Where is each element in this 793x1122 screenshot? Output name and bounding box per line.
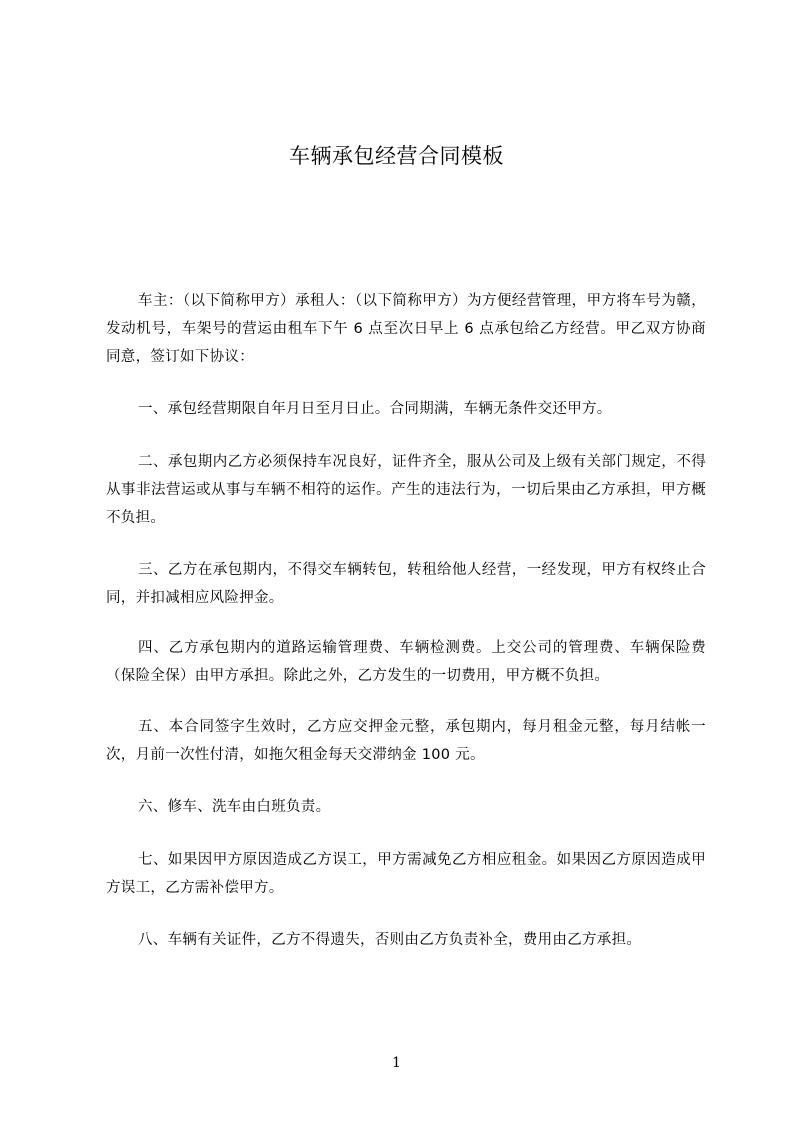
clause-4: 四、乙方承包期内的道路运输管理费、车辆检测费。上交公司的管理费、车辆保险费（保险全保）由甲方承担。除此之外，乙方发生的一切费用，甲方概不负担。	[106, 640, 706, 684]
clause-5: 五、本合同签字生效时，乙方应交押金元整，承包期内，每月租金元整，每月结帐一次，月前一次性付清，如拖欠租金每天交滞纳金 100 元。	[106, 719, 706, 763]
document-title: 车辆承包经营合同模板	[289, 144, 504, 168]
clause-7: 七、如果因甲方原因造成乙方误工，甲方需减免乙方相应租金。如果因乙方原因造成甲方误工，乙方需补偿甲方。	[106, 852, 706, 896]
clause-3: 三、乙方在承包期内，不得交车辆转包，转租给他人经营，一经发现，甲方有权终止合同，并扣减相应风险押金。	[106, 562, 706, 606]
page-number: 1	[392, 1055, 401, 1071]
intro-paragraph: 车主：（以下简称甲方）承租人：（以下简称甲方）为方便经营管理，甲方将车号为赣，发动机号，车架号的营运由租车下午 6 点至次日早上 6 点承包给乙方经营。甲乙双方协商同意，签订如下协议：	[106, 293, 706, 365]
clause-1: 一、承包经营期限自年月日至月日止。合同期满，车辆无条件交还甲方。	[138, 401, 612, 417]
clause-2: 二、承包期内乙方必须保持车况良好，证件齐全，服从公司及上级有关部门规定，不得从事非法营运或从事与车辆不相符的运作。产生的违法行为，一切后果由乙方承担，甲方概不负担。	[106, 454, 706, 526]
clause-6: 六、修车、洗车由白班负责。	[138, 799, 331, 815]
clause-8: 八、车辆有关证件，乙方不得遗失，否则由乙方负责补全，费用由乙方承担。	[138, 932, 642, 948]
